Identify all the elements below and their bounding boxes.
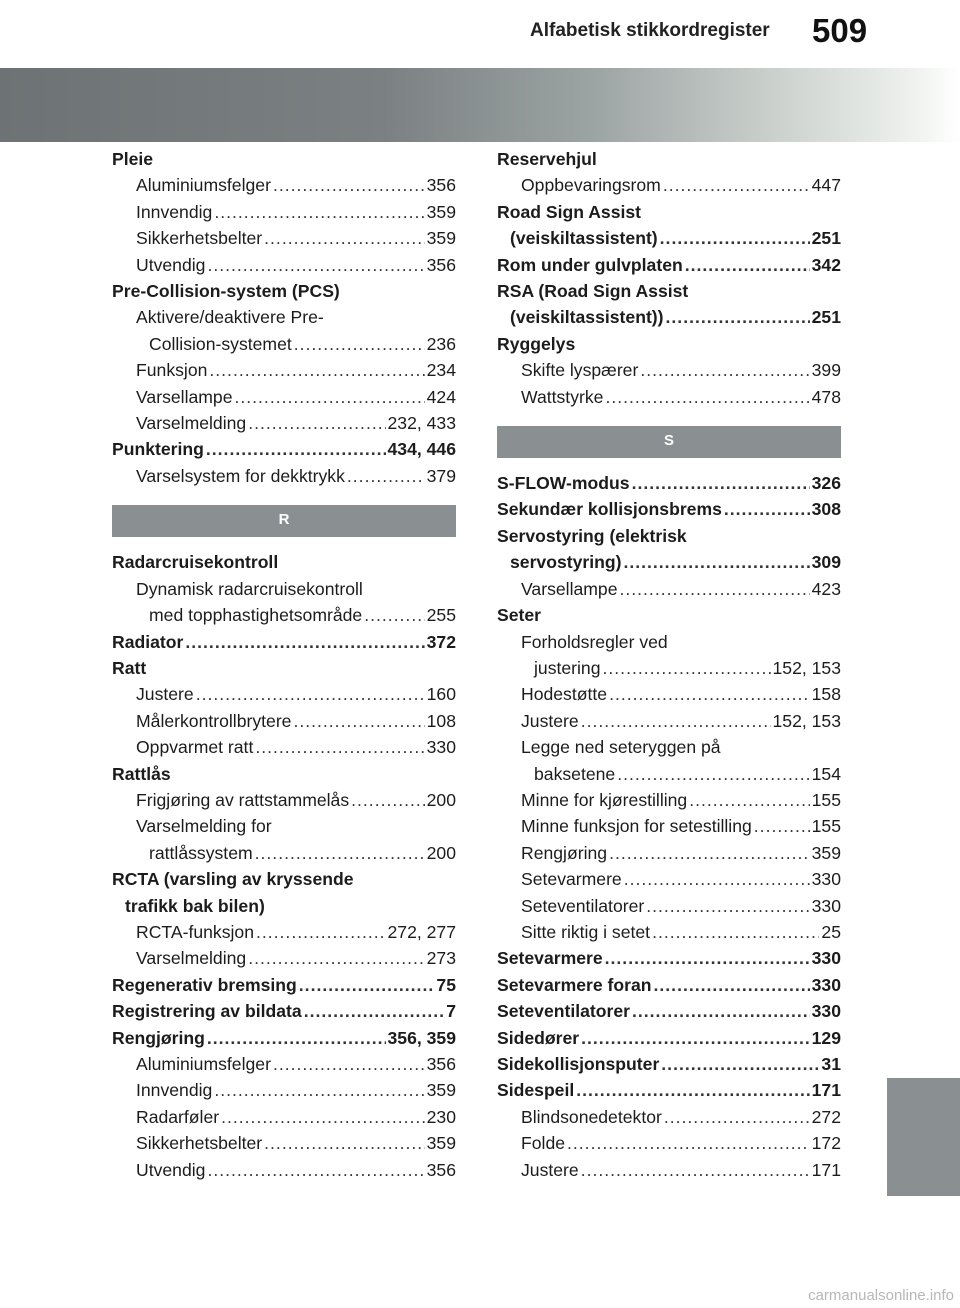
entry-text: Setevarmere xyxy=(521,869,622,890)
index-entry xyxy=(497,146,841,172)
index-subentry xyxy=(112,1157,456,1183)
page-reference: 356 xyxy=(426,1054,456,1074)
dot-leader xyxy=(209,357,424,383)
entry-text: Radarcruisekontroll xyxy=(112,552,279,573)
entry-text: Sikkerhetsbelter xyxy=(136,228,263,249)
dot-leader xyxy=(347,463,425,489)
dot-leader xyxy=(221,1104,425,1130)
index-subentry xyxy=(497,866,841,892)
entry-text: Radiator xyxy=(112,631,184,652)
entry-text: Aluminiumsfelger xyxy=(136,1054,271,1074)
index-entry xyxy=(497,252,841,278)
entry-text: Varsellampe xyxy=(136,386,233,407)
entry-text: Utvendig xyxy=(136,1159,206,1180)
page-reference: 478 xyxy=(811,386,841,407)
entry-text: baksetene xyxy=(534,763,616,784)
page-reference: 160 xyxy=(426,684,456,705)
index-subentry xyxy=(112,602,456,628)
page-reference: 251 xyxy=(811,228,841,249)
index-entry xyxy=(497,278,841,304)
page-reference: 309 xyxy=(811,552,841,573)
dot-leader xyxy=(248,945,424,971)
entry-text: Varselmelding xyxy=(136,948,247,969)
page-reference: 342 xyxy=(811,254,841,275)
index-entry xyxy=(112,972,456,998)
entry-text: Pre-Collision-system (PCS) xyxy=(112,281,340,302)
dot-leader xyxy=(364,602,424,628)
index-entry xyxy=(497,945,841,971)
index-subentry xyxy=(497,840,841,866)
entry-text: RCTA (varsling av kryssende xyxy=(112,869,354,890)
index-subentry xyxy=(112,252,456,278)
page-reference: 359 xyxy=(426,1133,456,1154)
dot-leader xyxy=(652,919,819,945)
index-entry xyxy=(497,1077,841,1103)
dot-leader xyxy=(654,972,810,998)
page-reference: 255 xyxy=(426,605,456,626)
index-subentry xyxy=(112,1104,456,1130)
page-number: 509 xyxy=(812,12,868,49)
index-subentry xyxy=(112,840,456,866)
page-reference: 158 xyxy=(811,684,841,705)
entry-text: servostyring) xyxy=(510,552,622,573)
entry-text: RSA (Road Sign Assist xyxy=(497,281,689,302)
dot-leader xyxy=(581,708,771,734)
page-reference: 356 xyxy=(426,175,456,196)
entry-text: Folde xyxy=(521,1133,566,1154)
entry-text: Aktivere/deaktivere Pre- xyxy=(136,307,324,328)
entry-text: Minne funksjon for setestilling xyxy=(521,816,752,837)
page-reference: 7 xyxy=(446,1001,456,1022)
dot-leader xyxy=(619,576,809,602)
entry-text: trafikk bak bilen) xyxy=(125,895,265,916)
entry-text: Målerkontrollbrytere xyxy=(136,710,292,731)
dot-leader xyxy=(304,998,445,1024)
entry-text: Collision-systemet xyxy=(149,333,292,354)
dot-leader xyxy=(206,436,386,462)
dot-leader xyxy=(603,655,771,681)
index-subentry xyxy=(497,681,841,707)
entry-text: (veiskiltassistent)) xyxy=(510,307,664,328)
index-subentry xyxy=(112,304,456,330)
entry-text: med topphastighetsområde xyxy=(149,605,363,626)
index-subentry xyxy=(497,787,841,813)
page-reference: 129 xyxy=(811,1027,841,1048)
entry-text: Hodestøtte xyxy=(521,684,608,705)
index-entry xyxy=(497,470,841,496)
page-reference: 152, 153 xyxy=(772,710,841,731)
page-reference: 447 xyxy=(811,175,841,196)
index-column-left xyxy=(112,146,456,1183)
entry-text: Justere xyxy=(136,684,194,705)
index-subentry xyxy=(497,893,841,919)
entry-text: Setevarmere foran xyxy=(497,974,652,995)
page-reference: 171 xyxy=(811,1159,841,1180)
index-entry xyxy=(497,1051,841,1077)
dot-leader xyxy=(754,813,810,839)
dot-leader xyxy=(567,1130,810,1156)
page-reference: 155 xyxy=(811,789,841,810)
dot-leader xyxy=(664,1104,810,1130)
page-reference: 330 xyxy=(811,948,841,969)
entry-text: Justere xyxy=(521,710,579,731)
page-reference: 330 xyxy=(811,869,841,890)
dot-leader xyxy=(605,945,810,971)
index-entry xyxy=(112,1025,456,1051)
index-entry xyxy=(497,199,841,225)
entry-text: Ryggelys xyxy=(497,333,576,354)
dot-leader xyxy=(605,384,809,410)
dot-leader xyxy=(255,840,425,866)
dot-leader xyxy=(351,787,425,813)
page-reference: 236 xyxy=(426,333,456,354)
entry-text: (veiskiltassistent) xyxy=(510,228,658,249)
dot-leader xyxy=(661,1051,819,1077)
page-reference: 356 xyxy=(426,254,456,275)
entry-text: Sitte riktig i setet xyxy=(521,921,651,942)
entry-text: Road Sign Assist xyxy=(497,201,642,222)
entry-text: RCTA-funksjon xyxy=(136,921,254,942)
entry-text: Rengjøring xyxy=(112,1027,205,1048)
dot-leader xyxy=(214,199,424,225)
index-subentry xyxy=(112,384,456,410)
entry-text: Varsellampe xyxy=(521,578,618,599)
page-reference: 172 xyxy=(811,1133,841,1154)
page-reference: 359 xyxy=(811,842,841,863)
page-reference: 356 xyxy=(426,1159,456,1180)
dot-leader xyxy=(576,1077,809,1103)
index-entry xyxy=(112,278,456,304)
entry-text: Dynamisk radarcruisekontroll xyxy=(136,578,363,599)
page-reference: 273 xyxy=(426,948,456,969)
dot-leader xyxy=(724,496,810,522)
chapter-tab xyxy=(887,1078,960,1196)
dot-leader xyxy=(299,972,435,998)
dot-leader xyxy=(214,1077,424,1103)
index-subentry xyxy=(497,734,841,760)
dot-leader xyxy=(273,172,425,198)
page-reference: 152, 153 xyxy=(772,657,841,678)
entry-text: Seteventilatorer xyxy=(497,1001,630,1022)
entry-text: Sikkerhetsbelter xyxy=(136,1133,263,1154)
index-subentry xyxy=(112,410,456,436)
entry-text: Setevarmere xyxy=(497,948,603,969)
page-reference: 230 xyxy=(426,1106,456,1127)
index-subentry xyxy=(497,655,841,681)
page-reference: 359 xyxy=(426,228,456,249)
page-reference: 75 xyxy=(436,974,456,995)
dot-leader xyxy=(685,252,810,278)
entry-text: Sekundær kollisjonsbrems xyxy=(497,499,722,520)
entry-text: Varselmelding xyxy=(136,413,247,434)
entry-text: justering xyxy=(534,657,601,678)
page-reference: 25 xyxy=(821,921,841,942)
page-reference: 359 xyxy=(426,1080,456,1101)
index-subentry xyxy=(112,225,456,251)
index-entry xyxy=(497,523,841,549)
index-subentry xyxy=(497,1130,841,1156)
index-entry xyxy=(497,998,841,1024)
page-reference: 330 xyxy=(811,1001,841,1022)
dot-leader xyxy=(632,470,810,496)
entry-text: Skifte lyspærer xyxy=(521,360,639,381)
entry-text: Sidespeil xyxy=(497,1080,575,1101)
index-entry xyxy=(497,972,841,998)
dot-leader xyxy=(663,172,810,198)
dot-leader xyxy=(646,893,809,919)
page-reference: 399 xyxy=(811,360,841,381)
index-subentry xyxy=(112,199,456,225)
dot-leader xyxy=(264,1130,424,1156)
dot-leader xyxy=(581,1025,810,1051)
index-subentry xyxy=(112,331,456,357)
page-reference: 272 xyxy=(811,1106,841,1127)
index-entry xyxy=(497,496,841,522)
entry-text: Regenerativ bremsing xyxy=(112,974,297,995)
page-reference: 330 xyxy=(811,895,841,916)
index-entry xyxy=(112,866,456,892)
index-entry xyxy=(497,602,841,628)
index-entry xyxy=(112,761,456,787)
page-reference: 356, 359 xyxy=(387,1027,456,1048)
index-subentry xyxy=(112,945,456,971)
index-entry xyxy=(112,998,456,1024)
section-header: R xyxy=(112,505,456,537)
dot-leader xyxy=(640,357,809,383)
page-reference: 434, 446 xyxy=(387,439,456,460)
index-subentry xyxy=(112,787,456,813)
entry-text: Innvendig xyxy=(136,201,213,222)
index-subentry xyxy=(497,1104,841,1130)
index-subentry xyxy=(497,813,841,839)
page-reference: 31 xyxy=(821,1054,841,1074)
entry-text: Seteventilatorer xyxy=(521,895,645,916)
dot-leader xyxy=(255,734,424,760)
index-subentry xyxy=(497,384,841,410)
index-entry xyxy=(112,655,456,681)
page-reference: 330 xyxy=(811,974,841,995)
dot-leader xyxy=(581,1157,810,1183)
index-subentry xyxy=(497,172,841,198)
entry-text: Frigjøring av rattstammelås xyxy=(136,789,350,810)
index-entry xyxy=(497,331,841,357)
page-reference: 379 xyxy=(426,465,456,486)
entry-text: Blindsonedetektor xyxy=(521,1106,662,1127)
dot-leader xyxy=(207,1025,386,1051)
index-subentry xyxy=(112,172,456,198)
entry-text: Minne for kjørestilling xyxy=(521,789,688,810)
page-reference: 330 xyxy=(426,737,456,758)
index-entry xyxy=(112,629,456,655)
index-entry xyxy=(112,893,456,919)
index-entry xyxy=(112,549,456,575)
entry-text: Rattlås xyxy=(112,763,171,784)
watermark: carmanualsonline.info xyxy=(808,1287,954,1304)
entry-text: Rengjøring xyxy=(521,842,608,863)
dot-leader xyxy=(632,998,810,1024)
index-entry xyxy=(112,146,456,172)
entry-text: Oppbevaringsrom xyxy=(521,175,661,196)
entry-text: Seter xyxy=(497,605,542,626)
index-column-right xyxy=(497,146,841,1183)
index-entry xyxy=(497,225,841,251)
index-subentry xyxy=(112,681,456,707)
dot-leader xyxy=(234,384,424,410)
entry-text: Forholdsregler ved xyxy=(521,631,668,652)
dot-leader xyxy=(294,331,425,357)
page-reference: 232, 433 xyxy=(387,413,456,434)
page-reference: 308 xyxy=(811,499,841,520)
dot-leader xyxy=(609,681,810,707)
index-entry xyxy=(497,549,841,575)
index-subentry xyxy=(497,1157,841,1183)
dot-leader xyxy=(624,866,810,892)
index-subentry xyxy=(112,734,456,760)
entry-text: Rom under gulvplaten xyxy=(497,254,683,275)
page-reference: 272, 277 xyxy=(387,921,456,942)
entry-text: Funksjon xyxy=(136,360,208,381)
entry-text: Ratt xyxy=(112,657,147,678)
index-entry xyxy=(497,304,841,330)
entry-text: Radarføler xyxy=(136,1106,220,1127)
page-reference: 372 xyxy=(426,631,456,652)
page-reference: 200 xyxy=(426,789,456,810)
page-reference: 108 xyxy=(426,710,456,731)
entry-text: Oppvarmet ratt xyxy=(136,737,254,758)
dot-leader xyxy=(617,761,809,787)
entry-text: rattlåssystem xyxy=(149,842,253,863)
entry-text: Registrering av bildata xyxy=(112,1001,302,1022)
page-reference: 326 xyxy=(811,473,841,494)
dot-leader xyxy=(256,919,386,945)
header-banner xyxy=(0,68,960,142)
header-title: Alfabetisk stikkordregister xyxy=(530,20,770,41)
dot-leader xyxy=(623,549,809,575)
entry-text: Utvendig xyxy=(136,254,206,275)
entry-text: Varselsystem for dekktrykk xyxy=(136,465,345,486)
dot-leader xyxy=(185,629,424,655)
page-reference: 359 xyxy=(426,201,456,222)
page-reference: 154 xyxy=(811,763,841,784)
dot-leader xyxy=(273,1051,425,1077)
index-subentry xyxy=(112,1051,456,1077)
dot-leader xyxy=(660,225,810,251)
entry-text: Punktering xyxy=(112,439,204,460)
index-subentry xyxy=(497,576,841,602)
dot-leader xyxy=(666,304,810,330)
index-subentry xyxy=(112,357,456,383)
section-header: S xyxy=(497,426,841,458)
dot-leader xyxy=(248,410,385,436)
entry-text: Wattstyrke xyxy=(521,386,604,407)
index-subentry xyxy=(112,813,456,839)
index-subentry xyxy=(497,357,841,383)
entry-text: Justere xyxy=(521,1159,579,1180)
index-subentry xyxy=(497,708,841,734)
entry-text: Sidedører xyxy=(497,1027,580,1048)
page-reference: 155 xyxy=(811,816,841,837)
page-reference: 171 xyxy=(811,1080,841,1101)
index-subentry xyxy=(112,1130,456,1156)
entry-text: Legge ned seteryggen på xyxy=(521,737,721,758)
entry-text: Pleie xyxy=(112,149,154,169)
entry-text: Reservehjul xyxy=(497,149,597,169)
page-reference: 251 xyxy=(811,307,841,328)
page-reference: 234 xyxy=(426,360,456,381)
entry-text: Sidekollisjonsputer xyxy=(497,1054,660,1074)
index-entry xyxy=(497,1025,841,1051)
dot-leader xyxy=(264,225,424,251)
index-subentry xyxy=(497,919,841,945)
index-subentry xyxy=(112,463,456,489)
dot-leader xyxy=(196,681,425,707)
dot-leader xyxy=(207,252,424,278)
index-subentry xyxy=(497,629,841,655)
dot-leader xyxy=(609,840,810,866)
dot-leader xyxy=(689,787,809,813)
page-reference: 200 xyxy=(426,842,456,863)
index-subentry xyxy=(497,761,841,787)
index-subentry xyxy=(112,1077,456,1103)
index-subentry xyxy=(112,576,456,602)
entry-text: Innvendig xyxy=(136,1080,213,1101)
entry-text: Servostyring (elektrisk xyxy=(497,525,687,546)
index-subentry xyxy=(112,919,456,945)
index-entry xyxy=(112,436,456,462)
dot-leader xyxy=(207,1157,424,1183)
entry-text: Varselmelding for xyxy=(136,816,272,837)
entry-text: Aluminiumsfelger xyxy=(136,175,271,196)
page-reference: 424 xyxy=(426,386,456,407)
entry-text: S-FLOW-modus xyxy=(497,473,630,494)
dot-leader xyxy=(293,708,424,734)
index-subentry xyxy=(112,708,456,734)
page-reference: 423 xyxy=(811,578,841,599)
